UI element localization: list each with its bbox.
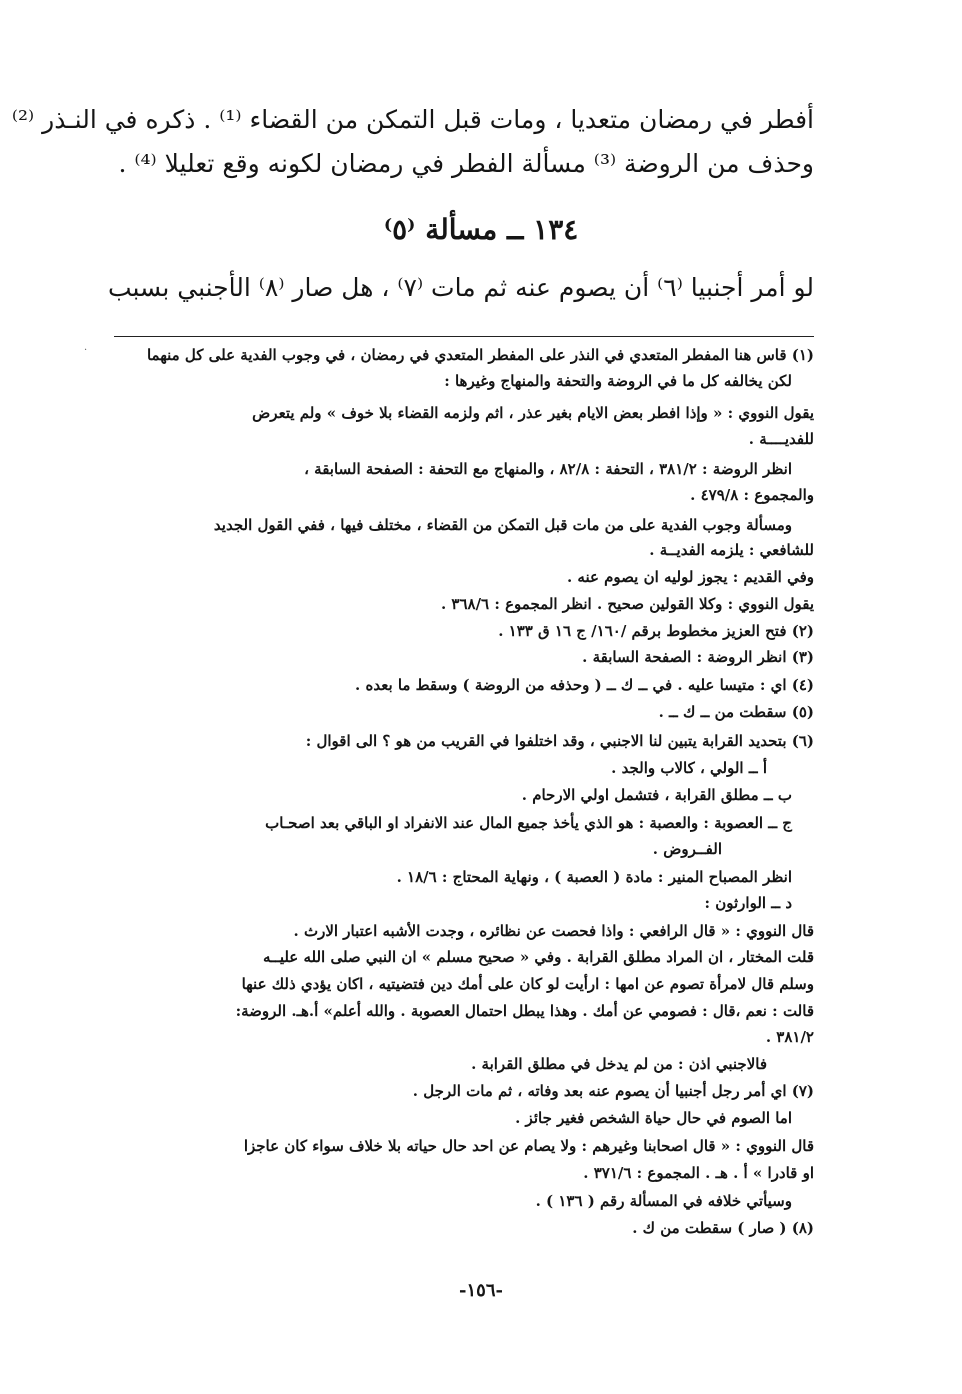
main-text-line: أفطر في رمضان متعديا ، ومات قبل التمكن من القضاء ⁽¹⁾ . ذكره في النـذر ⁽²⁾ bbox=[11, 105, 814, 134]
footnote-line: قلت المختار ، ان المراد مطلق القرابة . وفي « صحيح مسلم » ان النبي صلى الله عليــه bbox=[262, 948, 814, 966]
footnote-line: انظر المصباح المنير : مادة ( العصبة ) ، ونهاية المحتاج : ١٨/٦ . bbox=[396, 868, 792, 886]
footnote-line: اما الصوم في حال حياة الشخص فغير جائز . bbox=[515, 1109, 792, 1127]
footnote-line: (٥) سقطت من ــ ك ــ . bbox=[658, 703, 814, 721]
footnote-line: (٨) ( صار ) سقطت من ك . bbox=[632, 1219, 814, 1237]
footnote-line: او قادرا » أ . هـ . المجموع : ٣٧١/٦ . bbox=[583, 1164, 814, 1182]
footnote-line: للشافعي : يلزمه الفديــة . bbox=[649, 541, 814, 559]
footnote-line: ومسألة وجوب الفدية على من مات قبل التمكن من القضاء ، مختلف فيها ، ففي القول الجديد bbox=[213, 516, 792, 534]
footnote-separator bbox=[114, 336, 814, 337]
footnote-line: ج ــ العصوبة : والعصبة : هو الذي يأخذ جميع المال عند الانفراد او الباقي بعد اصحـاب bbox=[265, 814, 792, 832]
footnote-line: وسيأتي خلافه في المسألة رقم ( ١٣٦ ) . bbox=[535, 1192, 792, 1210]
footnote-line: أ ــ الولي ، كالاب والجد . bbox=[611, 759, 767, 777]
footnote-line: والمجموع : ٤٧٩/٨ . bbox=[690, 486, 814, 504]
footnote-line: (١) قاس هنا المفطر المتعدي في النذر على المفطر المتعدي في رمضان ، في وجوب الفدية على كل منهما bbox=[146, 346, 814, 364]
footnote-line: ٣٨١/٢ . bbox=[765, 1028, 814, 1046]
footnote-line: للفديــــة . bbox=[748, 430, 814, 448]
footnote-line: د ــ الوارثون : bbox=[704, 894, 792, 912]
scan-mark: · bbox=[84, 345, 88, 356]
footnote-line: (٣) انظر الروضة : الصفحة السابقة . bbox=[582, 648, 814, 666]
footnote-line: (٤) اي : متيسا عليه . في ــ ك ــ ( وحذفه من الروضة ) وسقط ما بعده . bbox=[355, 676, 814, 694]
footnote-line: ب ــ مطلق القرابة ، فتشمل اولي الارحام . bbox=[521, 786, 792, 804]
footnote-line: (٦) بتحديد القرابة يتبين لنا الاجنبي ، وقد اختلفوا في القريب من هو ؟ الى اقوال : bbox=[305, 732, 814, 750]
footnote-line: وفي القديم : يجوز لوليه ان يصوم عنه . bbox=[566, 568, 814, 586]
footnote-line: وسلم قال لامرأة تصوم عن امها : ارأيت لو كان على أمك دين فتضيتيه ، اكان يؤدي ذلك عنها bbox=[241, 975, 814, 993]
footnote-line: الفــروض . bbox=[652, 840, 722, 858]
footnote-line: قال النووي : « قال اصحابنا وغيرهم : ولا يصام عن احد حال حياته بلا خلاف سواء كان عاجزا bbox=[243, 1137, 814, 1155]
question-line: لو أمر أجنبيا ⁽٦⁾ أن يصوم عنه ثم مات ⁽٧⁾ ، هل صار ⁽٨⁾ الأجنبي بسبب bbox=[107, 273, 814, 302]
footnote-line: يقول النووي : « وإذا افطر بعض الايام بغير عذر ، اثم ولزمه القضاء بلا خوف » ولم يتعرض bbox=[252, 404, 814, 422]
main-text-line: وحذف من الروضة ⁽³⁾ مسألة الفطر في رمضان لكونه وقع تعليلا ⁽⁴⁾ . bbox=[118, 149, 814, 178]
footnote-line: لكن يخالفه كل ما في الروضة والتحفة والمنهاج وغيرها : bbox=[444, 372, 792, 390]
issue-heading: ١٣٤ ــ مسألة ⁽٥⁾ bbox=[383, 213, 579, 246]
footnote-line: (٧) اي أمر رجل أجنبيا أن يصوم عنه بعد وفاته ، ثم مات الرجل . bbox=[412, 1082, 814, 1100]
footnote-line: قال النووي : « قال الرافعي : واذا فحصت عن نظائره ، وجدت الأشبه اعتبار الارث . bbox=[293, 922, 814, 940]
footnote-line: انظر الروضة : ٣٨١/٢ ، التحفة : ٨٢/٨ ، والمنهاج مع التحفة : الصفحة السابقة ، bbox=[304, 460, 792, 478]
footnote-line: (٢) فتح العزيز مخطوط برقم /١٦٠/ ج ١٦ ق ١٣٣ . bbox=[498, 622, 814, 640]
page-number: -١٥٦- bbox=[459, 1280, 503, 1301]
footnote-line: فالاجنبي اذن : من لم يدخل في مطلق القرابة . bbox=[471, 1055, 767, 1073]
footnote-line: قالت : نعم ،قال : فصومي عن أمك . وهذا يبطل احتمال العصوبة . والله أعلم» أ.هـ. الروضة: bbox=[235, 1002, 814, 1020]
footnote-line: يقول النووي : وكلا القولين صحيح . انظر المجموع : ٣٦٨/٦ . bbox=[440, 595, 814, 613]
